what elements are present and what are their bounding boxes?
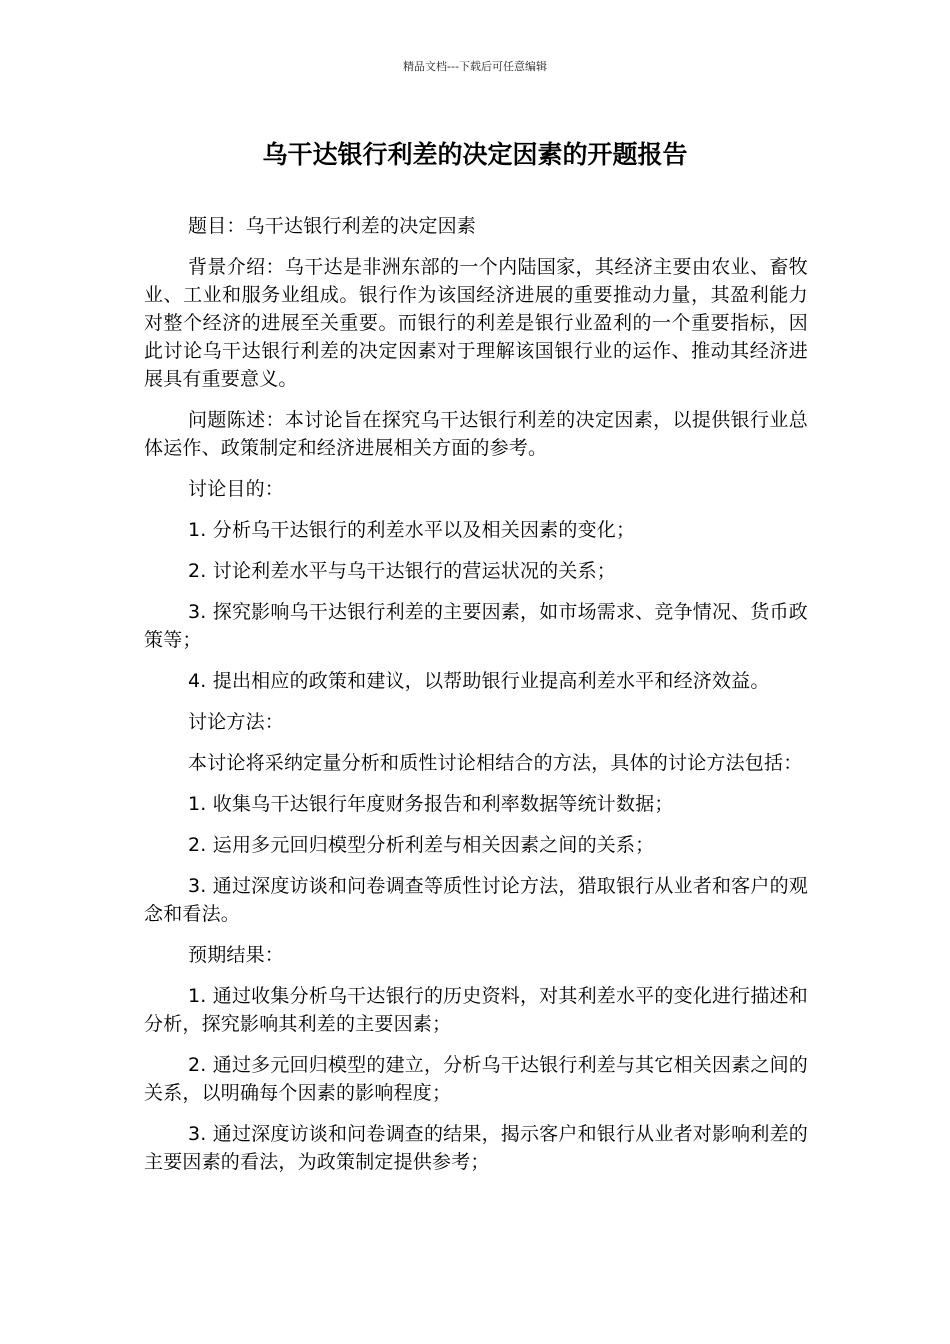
document-body xyxy=(144,212,808,1189)
heading-expected-results: 预期结果： xyxy=(188,944,285,966)
method-item: 1. 收集乌干达银行年度财务报告和利率数据等统计数据； xyxy=(188,793,674,815)
paragraph-background: 背景介绍：乌干达是非洲东部的一个内陆国家，其经济主要由农业、畜牧业、工业和服务业组成。银行作为该国经济进展的重要推动力量，其盈利能力对整个经济的进展至关重要。而银行的利差是银行业盈利的一个重要指标，因此讨论乌干达银行利差的决定因素对于理解该国银行业的运作、推动其经济进展具有重要意义。 xyxy=(144,256,808,390)
objective-item: 4. 提出相应的政策和建议，以帮助银行业提高利差水平和经济效益。 xyxy=(188,670,770,692)
paragraph-topic: 题目：乌干达银行利差的决定因素 xyxy=(188,215,477,237)
objective-item: 3. 探究影响乌干达银行利差的主要因素，如市场需求、竞争情况、货币政策等； xyxy=(144,601,808,651)
objective-item: 2. 讨论利差水平与乌干达银行的营运状况的关系； xyxy=(188,560,616,582)
header-note: 精品文档---下载后可任意编辑 xyxy=(403,60,547,73)
result-item: 1. 通过收集分析乌干达银行的历史资料，对其利差水平的变化进行描述和分析，探究影响其利差的主要因素； xyxy=(144,985,808,1035)
heading-methods: 讨论方法： xyxy=(188,711,285,733)
objective-item: 1. 分析乌干达银行的利差水平以及相关因素的变化； xyxy=(188,519,636,541)
paragraph-problem-statement: 问题陈述：本讨论旨在探究乌干达银行利差的决定因素，以提供银行业总体运作、政策制定和经济进展相关方面的参考。 xyxy=(144,409,808,459)
document-title: 乌干达银行利差的决定因素的开题报告 xyxy=(262,140,688,169)
result-item: 3. 通过深度访谈和问卷调查的结果，揭示客户和银行从业者对影响利差的主要因素的看法，为政策制定提供参考； xyxy=(144,1123,808,1173)
paragraph-methods-intro: 本讨论将采纳定量分析和质性讨论相结合的方法，具体的讨论方法包括： xyxy=(188,752,803,774)
method-item: 2. 运用多元回归模型分析利差与相关因素之间的关系； xyxy=(188,834,655,856)
heading-objectives: 讨论目的： xyxy=(188,478,285,500)
result-item: 2. 通过多元回归模型的建立，分析乌干达银行利差与其它相关因素之间的关系，以明确每个因素的影响程度； xyxy=(144,1054,808,1104)
method-item: 3. 通过深度访谈和问卷调查等质性讨论方法，猎取银行从业者和客户的观念和看法。 xyxy=(144,875,808,925)
